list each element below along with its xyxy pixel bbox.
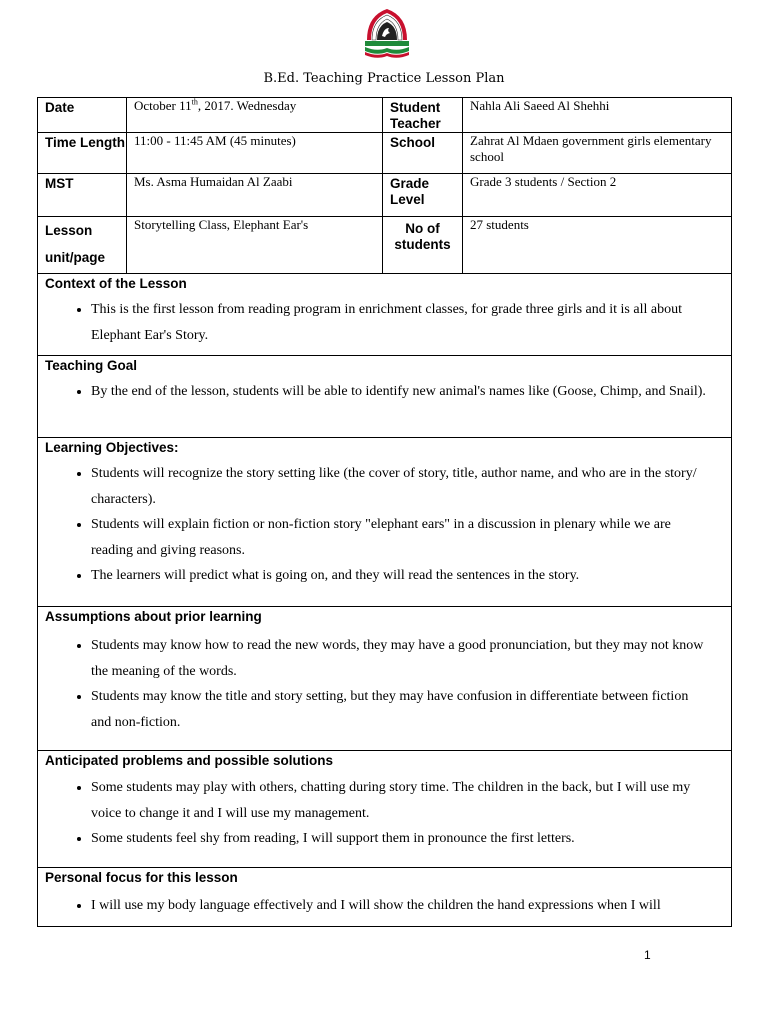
- mst-label: MST: [38, 174, 127, 217]
- page-number: 1: [644, 948, 651, 962]
- list-item: • By the end of the lesson, students will be able to identify new animal's names like (Goose, Chimp, and Snail).: [91, 379, 709, 405]
- school-value: Zahrat Al Mdaen government girls elementary school: [463, 133, 732, 174]
- info-row-lesson: [38, 217, 732, 274]
- section-teaching-goal: [38, 356, 732, 438]
- section-context: [38, 274, 732, 356]
- list-item: • Some students may play with others, chatting during story time. The children in the back, but I will use my voice to change it and I will use my management.: [91, 775, 709, 826]
- section-heading: Anticipated problems and possible solutions: [45, 753, 334, 768]
- date-value: October 11th, 2017. Wednesday: [127, 98, 383, 133]
- list-item: • Students will recognize the story setting like (the cover of story, title, author name, and who are in the story/ characters).: [91, 461, 709, 512]
- document-title: B.Ed. Teaching Practice Lesson Plan: [263, 71, 505, 86]
- students-label: No of students: [383, 217, 463, 274]
- info-row-time: [38, 133, 732, 174]
- list-item: • Students may know how to read the new words, they may have a good pronunciation, but they may not know the meaning of the words.: [91, 633, 709, 684]
- student-teacher-value: Nahla Ali Saeed Al Shehhi: [463, 98, 732, 133]
- section-learning-objectives: [38, 438, 732, 607]
- lesson-plan-table: [37, 97, 732, 927]
- lesson-label: Lesson unit/page: [38, 217, 127, 274]
- list-item: • Students may know the title and story setting, but they may have confusion in differentiate between fiction and non-fiction.: [91, 684, 709, 735]
- list-item: • This is the first lesson from reading program in enrichment classes, for grade three girls and it is all about Elephant Ear's Story.: [91, 297, 709, 348]
- list-item: • Students will explain fiction or non-fiction story "elephant ears" in a discussion in plenary while we are reading and giving reasons.: [91, 512, 709, 563]
- info-row-mst: [38, 174, 732, 217]
- section-personal-focus: [38, 868, 732, 927]
- list-item: • Some students feel shy from reading, I will support them in pronounce the first letters.: [91, 826, 709, 852]
- section-heading: Personal focus for this lesson: [45, 870, 238, 885]
- section-anticipated-problems: [38, 751, 732, 868]
- school-label: School: [383, 133, 463, 174]
- section-heading: Learning Objectives:: [45, 440, 179, 455]
- school-logo: [363, 6, 411, 62]
- students-value: 27 students: [463, 217, 732, 274]
- list-item: • The learners will predict what is going on, and they will read the sentences in the story.: [91, 563, 709, 589]
- list-item: • I will use my body language effectively and I will show the children the hand expressions when I will: [91, 893, 709, 919]
- grade-value: Grade 3 students / Section 2: [463, 174, 732, 217]
- mst-value: Ms. Asma Humaidan Al Zaabi: [127, 174, 383, 217]
- section-heading: Context of the Lesson: [45, 276, 187, 291]
- student-teacher-label: Student Teacher: [383, 98, 463, 133]
- info-row-date: [38, 98, 732, 133]
- time-label: Time Length: [38, 133, 127, 174]
- date-label: Date: [38, 98, 127, 133]
- grade-label: Grade Level: [383, 174, 463, 217]
- section-heading: Teaching Goal: [45, 358, 138, 373]
- time-value: 11:00 - 11:45 AM (45 minutes): [127, 133, 383, 174]
- section-heading: Assumptions about prior learning: [45, 609, 262, 624]
- lesson-value: Storytelling Class, Elephant Ear's: [127, 217, 383, 274]
- section-assumptions: [38, 607, 732, 751]
